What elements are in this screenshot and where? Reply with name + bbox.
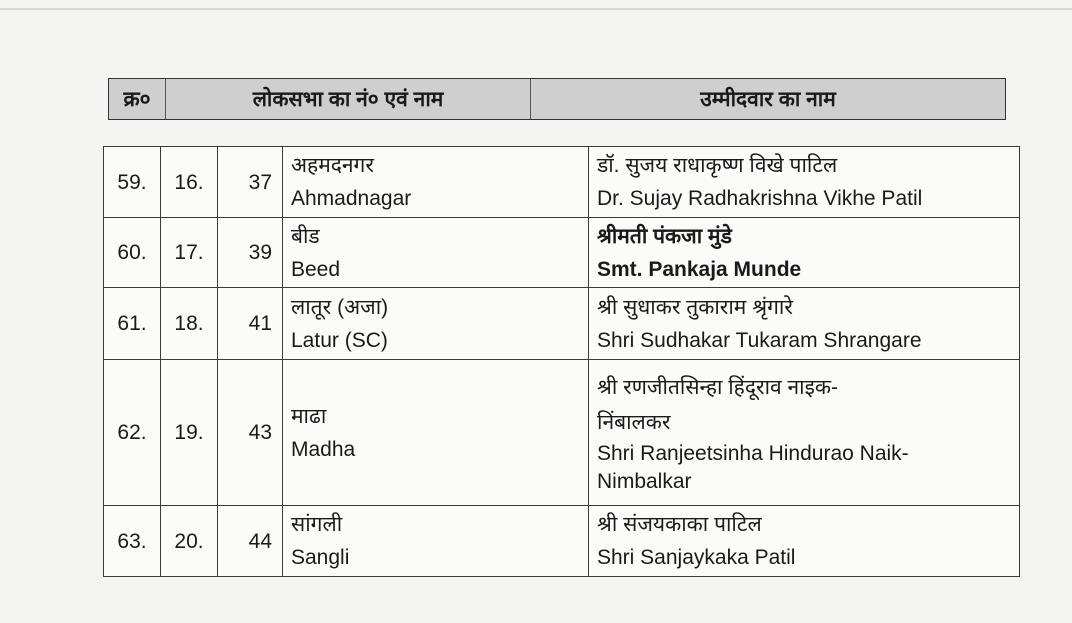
candidate-table bbox=[103, 146, 1020, 577]
state-number-cell: 19. bbox=[161, 360, 218, 506]
header-candidate: उम्मीदवार का नाम bbox=[700, 88, 836, 111]
serial-cell: 63. bbox=[104, 506, 161, 577]
table-row bbox=[104, 218, 1020, 288]
constituency-cell bbox=[283, 288, 589, 360]
table-row bbox=[104, 360, 1020, 506]
candidate-cell bbox=[589, 218, 1020, 288]
serial-cell: 62. bbox=[104, 360, 161, 506]
serial-cell: 60. bbox=[104, 218, 161, 288]
candidate-name-hindi: श्रीमती पंकजा मुंडे bbox=[597, 224, 732, 248]
top-divider bbox=[0, 8, 1072, 10]
candidate-cell bbox=[589, 506, 1020, 577]
serial-cell: 61. bbox=[104, 288, 161, 360]
constituency-name-hindi: बीड bbox=[291, 224, 320, 248]
candidate-name-english-line1: Shri Ranjeetsinha Hindurao Naik- bbox=[597, 441, 909, 465]
constituency-name-english: Madha bbox=[291, 437, 356, 461]
constituency-name-english: Sangli bbox=[291, 546, 350, 569]
constituency-number-cell: 39 bbox=[218, 218, 283, 288]
serial-cell: 59. bbox=[104, 147, 161, 218]
candidate-cell bbox=[589, 147, 1020, 218]
constituency-name-hindi: लातूर (अजा) bbox=[291, 295, 389, 319]
constituency-cell bbox=[283, 218, 589, 288]
constituency-name-english: Beed bbox=[291, 257, 341, 281]
constituency-number-cell: 43 bbox=[218, 360, 283, 506]
constituency-name-hindi: माढा bbox=[291, 404, 327, 428]
constituency-cell bbox=[283, 506, 589, 577]
header-serial: क्र० bbox=[109, 79, 166, 119]
constituency-name-hindi: अहमदनगर bbox=[291, 154, 374, 177]
candidate-name-english: Shri Sanjaykaka Patil bbox=[597, 546, 796, 569]
header-constituency: लोकसभा का नं० एवं नाम bbox=[166, 79, 531, 119]
table-header bbox=[108, 78, 1006, 120]
constituency-cell bbox=[283, 147, 589, 218]
candidate-name-hindi-line1: श्री रणजीतसिन्हा हिंदूराव नाइक- bbox=[597, 375, 839, 399]
candidate-name-hindi: श्री सुधाकर तुकाराम श्रृंगारे bbox=[597, 295, 793, 319]
state-number-cell: 16. bbox=[161, 147, 218, 218]
candidate-name-hindi: श्री संजयकाका पाटिल bbox=[597, 513, 762, 536]
state-number-cell: 20. bbox=[161, 506, 218, 577]
table-row bbox=[104, 147, 1020, 218]
candidate-name-hindi-line2: निंबालकर bbox=[597, 410, 671, 434]
table-row bbox=[104, 506, 1020, 577]
constituency-name-english: Ahmadnagar bbox=[291, 187, 412, 210]
constituency-number-cell: 41 bbox=[218, 288, 283, 360]
candidate-name-english-line2: Nimbalkar bbox=[597, 469, 692, 493]
constituency-number-cell: 44 bbox=[218, 506, 283, 577]
constituency-number-cell: 37 bbox=[218, 147, 283, 218]
constituency-cell bbox=[283, 360, 589, 506]
candidate-name-hindi: डॉ. सुजय राधाकृष्ण विखे पाटिल bbox=[597, 154, 838, 177]
candidate-name-english: Dr. Sujay Radhakrishna Vikhe Patil bbox=[597, 187, 923, 210]
candidate-cell bbox=[589, 288, 1020, 360]
state-number-cell: 18. bbox=[161, 288, 218, 360]
table-row bbox=[104, 288, 1020, 360]
constituency-name-hindi: सांगली bbox=[291, 513, 343, 536]
candidate-cell bbox=[589, 360, 1020, 506]
candidate-name-english: Shri Sudhakar Tukaram Shrangare bbox=[597, 328, 922, 352]
candidate-name-english: Smt. Pankaja Munde bbox=[597, 257, 802, 281]
state-number-cell: 17. bbox=[161, 218, 218, 288]
constituency-name-english: Latur (SC) bbox=[291, 328, 388, 352]
